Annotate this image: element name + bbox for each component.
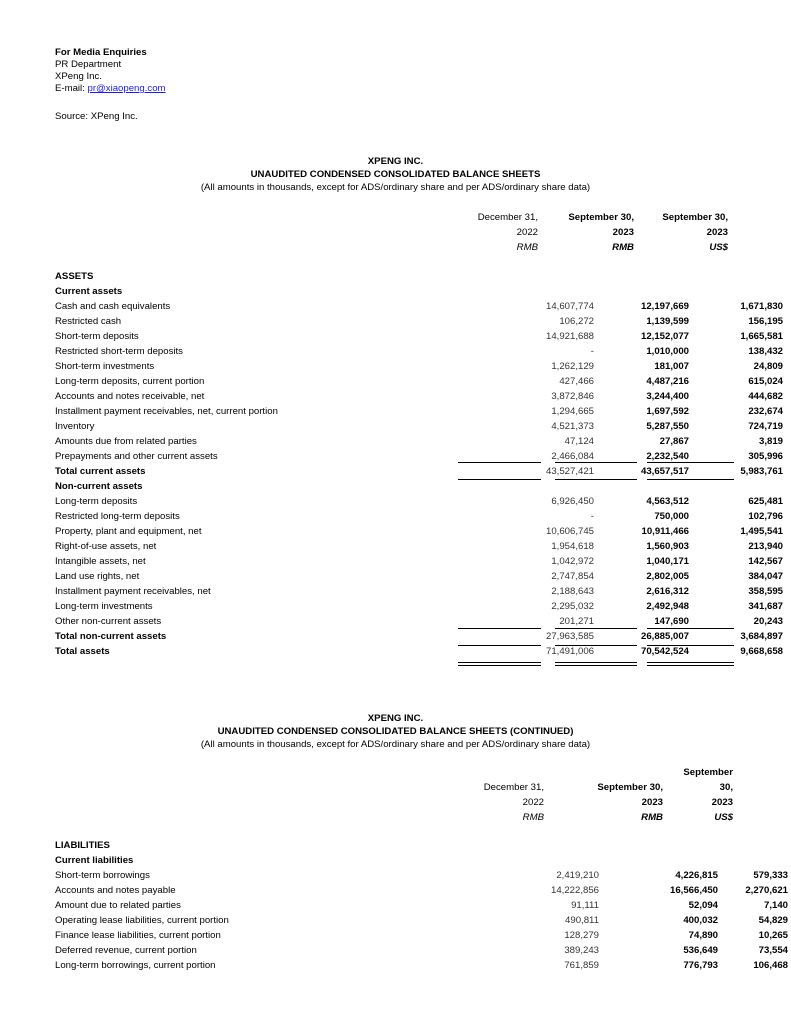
media-contact-block: [55, 47, 166, 95]
cell-value: 26,885,007: [640, 631, 689, 642]
cell-value: 73,554: [758, 945, 788, 956]
cell-value: 5,287,550: [646, 421, 689, 432]
cell-value: 761,859: [564, 960, 599, 971]
cell-value: 5,983,761: [740, 466, 783, 477]
table-row: [55, 404, 783, 419]
row-label: Long-term deposits: [55, 496, 138, 507]
row-label: Finance lease liabilities, current portion: [55, 930, 221, 941]
table-row: [55, 644, 783, 659]
table-row: [55, 868, 788, 883]
table2-col-header-3: [670, 765, 733, 825]
table2-title: UNAUDITED CONDENSED CONSOLIDATED BALANCE SHEETS (CONTINUED): [217, 726, 574, 737]
table-row: [55, 554, 783, 569]
cell-value: 2,295,032: [551, 601, 594, 612]
row-label: Operating lease liabilities, current portion: [55, 915, 229, 926]
contact-email-line: [55, 83, 166, 95]
cell-value: 1,042,972: [551, 556, 594, 567]
subtotal-rule: [555, 628, 637, 629]
cell-value: 142,567: [748, 556, 783, 567]
cell-value: 3,819: [758, 436, 783, 447]
cell-value: 389,243: [564, 945, 599, 956]
col-year: 2022: [522, 797, 544, 808]
table-row: [55, 853, 737, 868]
cell-value: 9,668,658: [740, 646, 783, 657]
cell-value: 156,195: [748, 316, 783, 327]
cell-value: 213,940: [748, 541, 783, 552]
cell-value: 1,495,541: [740, 526, 783, 537]
cell-value: 2,616,312: [646, 586, 689, 597]
subtotal-rule: [458, 628, 541, 629]
table-row: [55, 614, 783, 629]
table-row: [55, 269, 737, 284]
col-currency: US$: [709, 242, 728, 253]
cell-value: 6,926,450: [551, 496, 594, 507]
row-label: Intangible assets, net: [55, 556, 146, 567]
cell-value: 2,466,084: [551, 451, 594, 462]
col-date: September 30,: [597, 782, 663, 793]
row-label: Restricted long-term deposits: [55, 511, 180, 522]
row-label: Installment payment receivables, net, current portion: [55, 406, 278, 417]
double-rule: [458, 665, 541, 666]
cell-value: 138,432: [748, 346, 783, 357]
row-label: Long-term borrowings, current portion: [55, 960, 216, 971]
cell-value: 14,222,856: [550, 885, 599, 896]
row-label: Accounts and notes receivable, net: [55, 391, 205, 402]
cell-value: 4,563,512: [646, 496, 689, 507]
table1-col-header-3: [640, 210, 728, 255]
cell-value: 536,649: [683, 945, 718, 956]
cell-value: 12,197,669: [640, 301, 689, 312]
cell-value: 24,809: [753, 361, 783, 372]
table-row: [55, 479, 737, 494]
double-rule: [458, 662, 541, 663]
table-row: [55, 943, 788, 958]
subtotal-rule: [647, 462, 734, 463]
cell-value: 4,487,216: [646, 376, 689, 387]
table-row: [55, 494, 783, 509]
table2-col-header-1: [440, 780, 544, 825]
cell-value: 71,491,006: [545, 646, 594, 657]
cell-value: 384,047: [748, 571, 783, 582]
cell-value: 74,890: [688, 930, 718, 941]
table1-note: (All amounts in thousands, except for ADS/ordinary share and per ADS/ordinary share data): [200, 182, 591, 193]
cell-value: 102,796: [748, 511, 783, 522]
cell-value: 43,527,421: [545, 466, 594, 477]
cell-value: 4,226,815: [675, 870, 718, 881]
email-link[interactable]: pr@xiaopeng.com: [87, 83, 166, 94]
cell-value: 305,996: [748, 451, 783, 462]
table-row: [55, 359, 783, 374]
row-label: Inventory: [55, 421, 95, 432]
row-label: Current assets: [55, 286, 123, 297]
table2-note: (All amounts in thousands, except for ADS/ordinary share and per ADS/ordinary share data): [200, 739, 591, 750]
row-label: Restricted cash: [55, 316, 122, 327]
cell-value: 10,265: [758, 930, 788, 941]
contact-heading: For Media Enquiries: [55, 47, 147, 58]
cell-value: 12,152,077: [640, 331, 689, 342]
col-currency: RMB: [522, 812, 544, 823]
cell-value: 10,606,745: [545, 526, 594, 537]
col-currency: RMB: [641, 812, 663, 823]
table-row: [55, 299, 783, 314]
cell-value: 427,466: [559, 376, 594, 387]
row-label: Long-term investments: [55, 601, 153, 612]
table-row: [55, 883, 788, 898]
cell-value: 1,560,903: [646, 541, 689, 552]
cell-value: 2,188,643: [551, 586, 594, 597]
col-year: 2023: [612, 227, 634, 238]
cell-value: 3,244,400: [646, 391, 689, 402]
row-label: Amount due to related parties: [55, 900, 181, 911]
table-row: [55, 629, 783, 644]
cell-value: 14,607,774: [545, 301, 594, 312]
contact-department: PR Department: [55, 59, 122, 70]
total-rule: [647, 645, 734, 646]
cell-value: 147,690: [654, 616, 689, 627]
col-currency: RMB: [516, 242, 538, 253]
cell-value: 444,682: [748, 391, 783, 402]
cell-value: 358,595: [748, 586, 783, 597]
cell-value: 47,124: [564, 436, 594, 447]
table-row: [55, 344, 783, 359]
double-rule: [647, 665, 734, 666]
table2-company: XPENG INC.: [367, 713, 424, 724]
cell-value: 625,481: [748, 496, 783, 507]
table1-col-header-1: [440, 210, 538, 255]
cell-value: 2,270,621: [745, 885, 788, 896]
double-rule: [555, 665, 637, 666]
row-label: Other non-current assets: [55, 616, 162, 627]
subtotal-rule: [647, 628, 734, 629]
row-label: Total non-current assets: [55, 631, 167, 642]
table-row: [55, 569, 783, 584]
row-label: LIABILITIES: [55, 840, 110, 851]
cell-value: 54,829: [758, 915, 788, 926]
email-label: E-mail:: [55, 83, 88, 94]
table1-company: XPENG INC.: [367, 156, 424, 167]
cell-value: 2,747,854: [551, 571, 594, 582]
row-label: Cash and cash equivalents: [55, 301, 171, 312]
cell-value: 1,010,000: [646, 346, 689, 357]
table1-title: UNAUDITED CONDENSED CONSOLIDATED BALANCE SHEETS: [250, 169, 541, 180]
row-label: Short-term deposits: [55, 331, 139, 342]
cell-value: 2,802,005: [646, 571, 689, 582]
cell-value: -: [590, 511, 594, 522]
subtotal-rule: [555, 462, 637, 463]
table-row: [55, 898, 788, 913]
table1-col-header-2: [546, 210, 634, 255]
table-row: [55, 509, 783, 524]
col-date: 30,: [719, 782, 733, 793]
cell-value: 1,665,581: [740, 331, 783, 342]
col-date: September 30,: [568, 212, 634, 223]
table-row: [55, 838, 737, 853]
cell-value: 490,811: [565, 915, 599, 926]
cell-value: 52,094: [688, 900, 718, 911]
table-row: [55, 584, 783, 599]
table-row: [55, 389, 783, 404]
row-label: Deferred revenue, current portion: [55, 945, 197, 956]
cell-value: 128,279: [564, 930, 599, 941]
cell-value: 341,687: [748, 601, 783, 612]
table-row: [55, 913, 788, 928]
row-label: Restricted short-term deposits: [55, 346, 183, 357]
row-label: Accounts and notes payable: [55, 885, 176, 896]
col-year: 2022: [516, 227, 538, 238]
cell-value: 181,007: [654, 361, 689, 372]
row-label: ASSETS: [55, 271, 94, 282]
cell-value: 43,657,517: [640, 466, 689, 477]
row-label: Short-term borrowings: [55, 870, 150, 881]
cell-value: 27,867: [659, 436, 689, 447]
cell-value: 10,911,466: [641, 526, 689, 537]
cell-value: 3,872,846: [551, 391, 594, 402]
total-rule: [555, 645, 637, 646]
cell-value: 2,492,948: [646, 601, 689, 612]
table-row: [55, 374, 783, 389]
row-label: Non-current assets: [55, 481, 143, 492]
cell-value: 14,921,688: [545, 331, 594, 342]
row-label: Amounts due from related parties: [55, 436, 197, 447]
cell-value: 106,468: [753, 960, 788, 971]
table-row: [55, 599, 783, 614]
cell-value: 4,521,373: [551, 421, 594, 432]
cell-value: -: [590, 346, 594, 357]
table-row: [55, 419, 783, 434]
row-label: Total assets: [55, 646, 110, 657]
double-rule: [555, 662, 637, 663]
col-year: 2023: [641, 797, 663, 808]
row-label: Total current assets: [55, 466, 146, 477]
table-row: [55, 464, 783, 479]
row-label: Property, plant and equipment, net: [55, 526, 202, 537]
cell-value: 1,262,129: [551, 361, 594, 372]
cell-value: 2,232,540: [646, 451, 689, 462]
col-currency: US$: [714, 812, 733, 823]
cell-value: 1,139,599: [646, 316, 689, 327]
cell-value: 1,040,171: [646, 556, 689, 567]
cell-value: 16,566,450: [669, 885, 718, 896]
table2-col-header-2: [550, 780, 663, 825]
cell-value: 3,684,897: [740, 631, 783, 642]
cell-value: 1,294,665: [551, 406, 594, 417]
cell-value: 7,140: [763, 900, 788, 911]
total-rule: [458, 645, 541, 646]
cell-value: 750,000: [654, 511, 689, 522]
col-year: 2023: [706, 227, 728, 238]
contact-company: XPeng Inc.: [55, 71, 102, 82]
cell-value: 724,719: [748, 421, 783, 432]
table-row: [55, 539, 783, 554]
cell-value: 615,024: [748, 376, 783, 387]
cell-value: 201,271: [559, 616, 594, 627]
col-year: 2023: [711, 797, 733, 808]
col-date: September 30,: [662, 212, 728, 223]
row-label: Short-term investments: [55, 361, 155, 372]
row-label: Right-of-use assets, net: [55, 541, 157, 552]
cell-value: 776,793: [683, 960, 718, 971]
total-rule: [458, 479, 541, 480]
table-row: [55, 524, 783, 539]
cell-value: 20,243: [753, 616, 783, 627]
cell-value: 1,671,830: [740, 301, 783, 312]
cell-value: 70,542,524: [640, 646, 689, 657]
cell-value: 1,697,592: [646, 406, 689, 417]
col-date: September: [683, 767, 733, 778]
row-label: Installment payment receivables, net: [55, 586, 211, 597]
total-rule: [647, 479, 734, 480]
cell-value: 106,272: [559, 316, 594, 327]
col-date: December 31,: [477, 212, 538, 223]
cell-value: 91,111: [571, 900, 599, 911]
cell-value: 1,954,618: [551, 541, 594, 552]
row-label: Prepayments and other current assets: [55, 451, 218, 462]
table-row: [55, 958, 788, 973]
col-date: December 31,: [483, 782, 544, 793]
double-rule: [647, 662, 734, 663]
cell-value: 27,963,585: [545, 631, 594, 642]
row-label: Current liabilities: [55, 855, 134, 866]
total-rule: [555, 479, 637, 480]
table-row: [55, 314, 783, 329]
subtotal-rule: [458, 462, 541, 463]
cell-value: 400,032: [683, 915, 718, 926]
row-label: Land use rights, net: [55, 571, 140, 582]
source-line: Source: XPeng Inc.: [55, 111, 138, 122]
cell-value: 2,419,210: [556, 870, 599, 881]
table-row: [55, 329, 783, 344]
cell-value: 232,674: [748, 406, 783, 417]
col-currency: RMB: [612, 242, 634, 253]
row-label: Long-term deposits, current portion: [55, 376, 205, 387]
cell-value: 579,333: [753, 870, 788, 881]
table-row: [55, 284, 737, 299]
table-row: [55, 434, 783, 449]
table-row: [55, 928, 788, 943]
